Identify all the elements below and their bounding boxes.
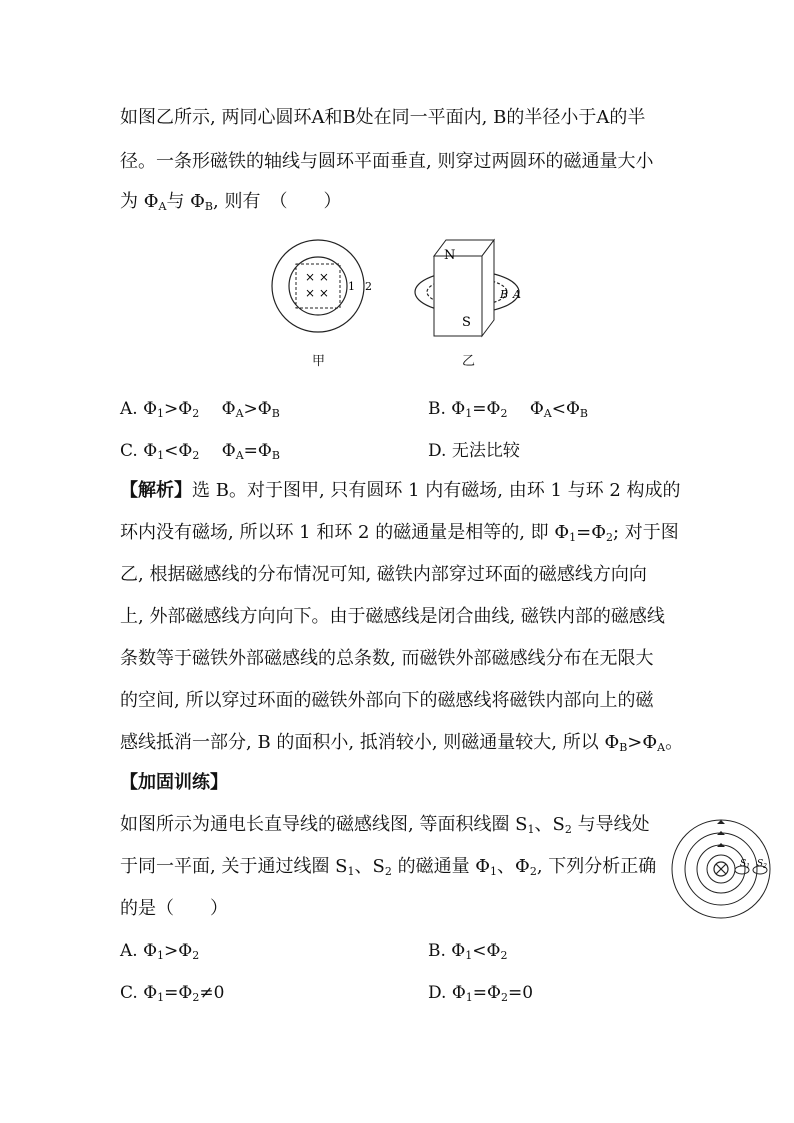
ring-2-label: 2 [365, 280, 372, 293]
ring-b-label: B [500, 288, 509, 301]
training-option-a: A. $\Phi_1>\Phi_2$ [120, 941, 200, 962]
analysis-line-4: 上, 外部磁感线方向向下。由于磁感线是闭合曲线, 磁铁内部的磁感线 [120, 606, 665, 627]
analysis-tag: 【解析】 [120, 480, 192, 501]
q1-option-a: A. $\Phi_1>\Phi_2$ $\Phi_A>\Phi_B$ [120, 399, 280, 420]
field-marks-row-1: × × [305, 270, 329, 284]
training-option-d: D. $\Phi_1=\Phi_2=0$ [428, 983, 534, 1004]
figure-yi [412, 236, 532, 348]
q1-option-b: B. $\Phi_1=\Phi_2$ $\Phi_A<\Phi_B$ [428, 399, 589, 420]
coil-s2-label: $S_2$ [757, 859, 767, 870]
analysis-line-3: 乙, 根据磁感线的分布情况可知, 磁铁内部穿过环面的磁感线方向向 [120, 564, 647, 585]
analysis-line-1: 【解析】选 B。对于图甲, 只有圆环 1 内有磁场, 由环 1 与环 2 构成的 [120, 480, 681, 501]
figure-wire-field [668, 818, 780, 920]
analysis-line-2: 环内没有磁场, 所以环 1 和环 2 的磁通量是相等的, 即 $\Phi_1=\Phi_2$; 对于图 [120, 522, 679, 544]
figure-jia-caption: 甲 [312, 354, 326, 369]
analysis-line-7: 感线抵消一部分, B 的面积小, 抵消较小, 则磁通量较大, 所以 $\Phi_B>\Phi_A$。 [120, 732, 684, 754]
q1-option-c: C. $\Phi_1<\Phi_2$ $\Phi_A=\Phi_B$ [120, 441, 280, 462]
training-option-c: C. $\Phi_1=\Phi_2\ne 0$ [120, 983, 225, 1004]
ring-a-label: A [513, 288, 521, 301]
south-pole-label: S [462, 315, 471, 330]
analysis-line-5: 条数等于磁铁外部磁感线的总条数, 而磁铁外部磁感线分布在无限大 [120, 648, 654, 669]
coil-s1-label: $S_1$ [740, 859, 750, 870]
q1-line-2: 径。一条形磁铁的轴线与圆环平面垂直, 则穿过两圆环的磁通量大小 [120, 151, 654, 172]
training-tag: 【加固训练】 [120, 772, 228, 793]
q1-line-3: 为 $\Phi_A$与 $\Phi_B$, 则有 （ ） [120, 191, 342, 213]
arrow-icon [717, 820, 725, 824]
training-line-3: 的是（ ） [120, 898, 228, 919]
field-marks-row-2: × × [305, 286, 329, 300]
training-option-b: B. $\Phi_1<\Phi_2$ [428, 941, 508, 962]
magnet-front [434, 256, 482, 336]
training-line-2: 于同一平面, 关于通过线圈 $S_1$、$S_2$ 的磁通量 $\Phi_1$、$\Phi_2$, 下列分析正确 [120, 856, 657, 878]
magnet-side [482, 240, 494, 336]
training-line-1: 如图所示为通电长直导线的磁感线图, 等面积线圈 $S_1$、$S_2$ 与导线处 [120, 814, 650, 836]
analysis-line-6: 的空间, 所以穿过环面的磁铁外部向下的磁感线将磁铁内部向上的磁 [120, 690, 654, 711]
q1-line-1: 如图乙所示, 两同心圆环A和B处在同一平面内, B的半径小于A的半 [120, 107, 646, 128]
north-pole-label: N [444, 248, 456, 263]
q1-option-d: D. 无法比较 [428, 441, 520, 461]
ring-1-label: 1 [348, 280, 355, 293]
figure-jia [268, 238, 378, 338]
figure-yi-caption: 乙 [462, 354, 476, 369]
